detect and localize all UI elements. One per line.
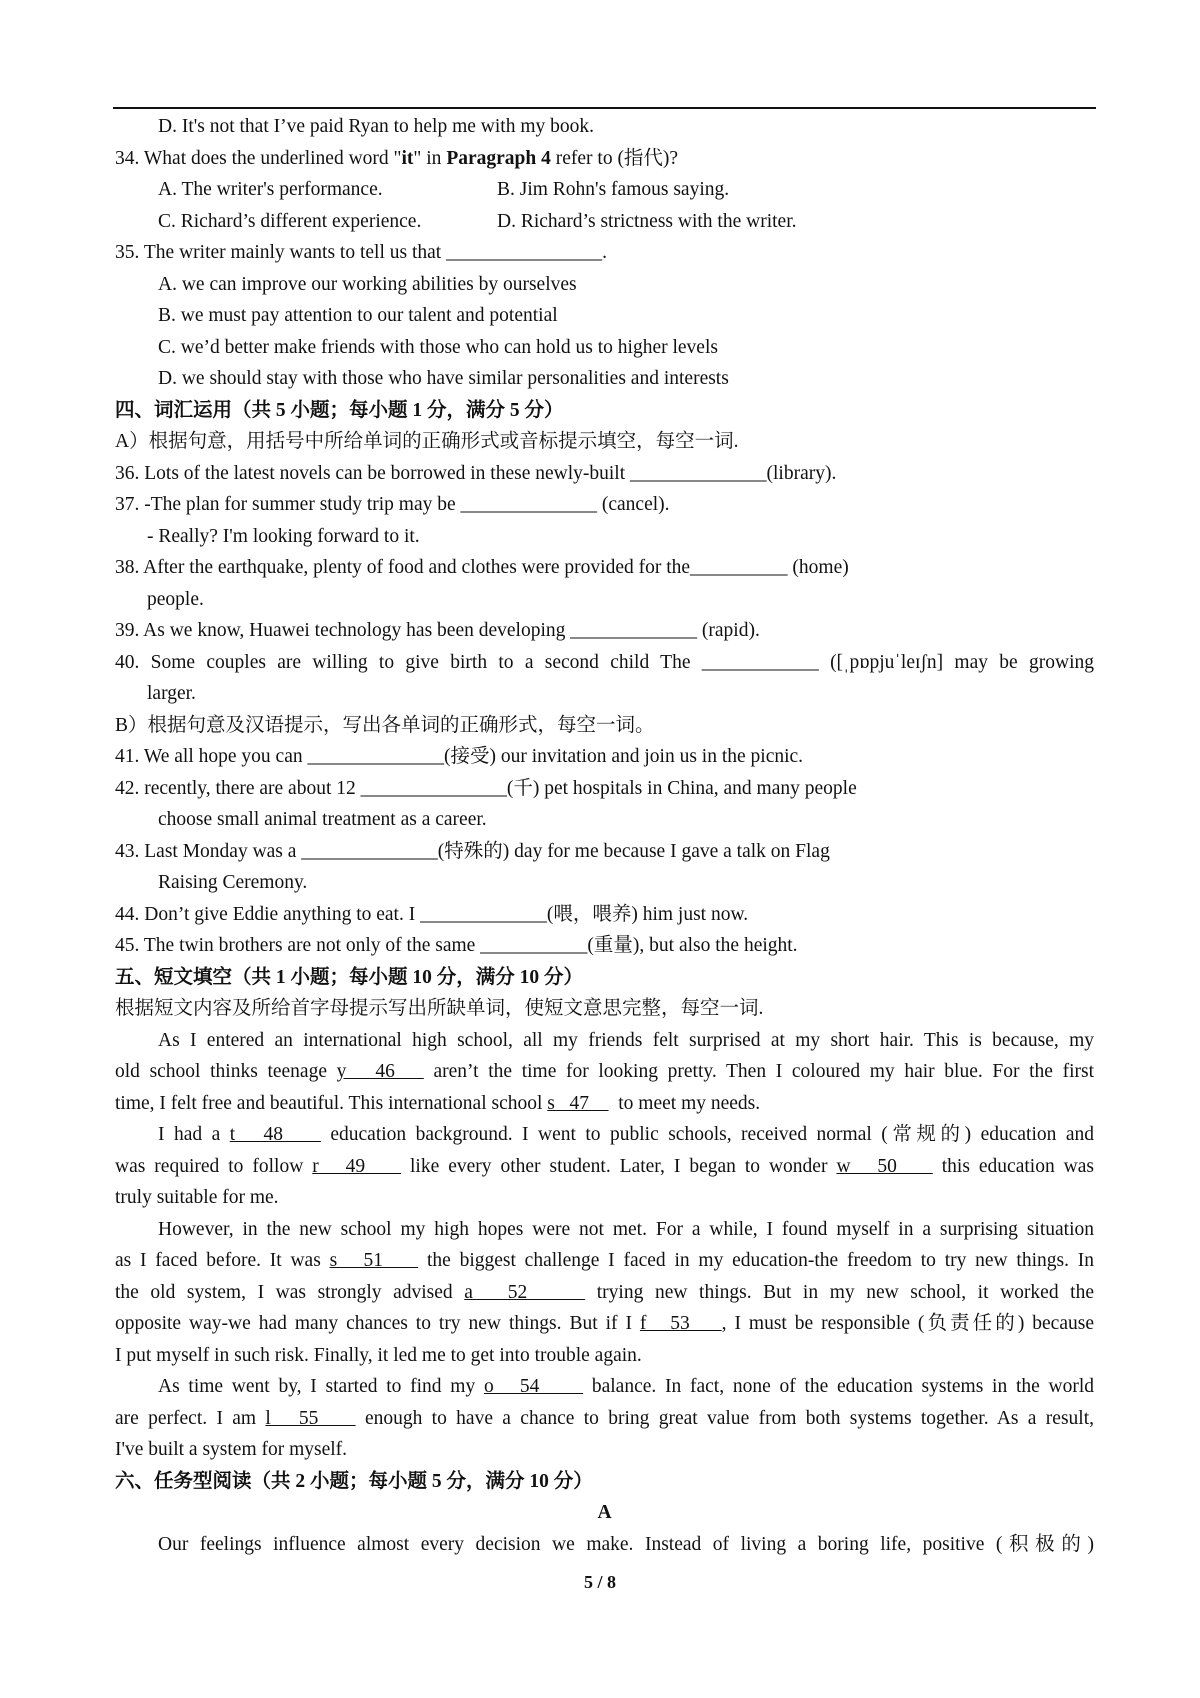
text-segment: C. Richard’s different experience. [158,210,422,232]
text-line [115,930,1094,962]
text-line [115,426,1094,458]
text-line [115,143,1094,175]
text-segment: B. Jim Rohn's famous saying. [497,179,730,200]
bold-text: Paragraph 4 [446,147,551,169]
text-segment: I had a [158,1124,230,1145]
text-segment: 41. We all hope you can ______________(接受) our invitation and join us in the picnic. [115,746,804,767]
text-segment: I've built a system for myself. [115,1439,348,1460]
text-segment: As I entered an international high school, all my friends felt surprised at my short hair. This is because, my [158,1029,1094,1051]
text-segment: A. we can improve our working abilities by ourselves [158,273,577,295]
text-segment: However, in the new school my high hopes were not met. For a while, I found myself in a surprising situation [158,1218,1094,1240]
text-segment: enough to have a chance to bring great value from both systems together. As a result, [355,1407,1094,1429]
text-segment: " in [413,147,447,169]
text-segment: like every other student. Later, I began to wonder [401,1155,837,1177]
text-line [115,867,1094,899]
text-segment: 38. After the earthquake, plenty of food and clothes were provided for the__________ (home) [115,557,849,578]
answer-blank: t 48 [229,1124,321,1145]
text-segment: to meet my needs. [608,1092,761,1114]
text-line [115,1182,1094,1214]
text-line [115,1308,1094,1340]
answer-blank: y 46 [336,1061,424,1082]
text-segment: D. we should stay with those who have similar personalities and interests [158,368,729,389]
text-line [115,836,1094,868]
text-segment: 45. The twin brothers are not only of the same ___________(重量), but also the height. [115,935,798,956]
text-segment: C. we’d better make friends with those who can hold us to higher levels [158,336,718,358]
text-segment: 六、任务型阅读（共 2 小题；每小题 5 分，满分 10 分） [115,1470,593,1492]
text-segment: education background. I went to public schools, received normal (常规的) education and [320,1124,1094,1145]
text-segment: B. we must pay attention to our talent and potential [158,305,558,326]
text-line [115,1119,1094,1151]
text-line [115,1025,1094,1057]
text-segment: 五、短文填空（共 1 小题；每小题 10 分，满分 10 分） [115,966,584,988]
text-line [115,615,1094,647]
text-segment: larger. [147,683,196,704]
text-line [115,1245,1094,1277]
text-line [115,1214,1094,1246]
text-line [115,1056,1094,1088]
text-segment: 35. The writer mainly wants to tell us that ________________. [115,242,607,263]
text-line [115,1151,1094,1183]
text-segment: this education was [932,1155,1094,1177]
answer-blank: o 54 [483,1376,584,1397]
text-line [115,521,1094,553]
text-segment: - Really? I'm looking forward to it. [147,525,420,547]
text-segment: 43. Last Monday was a ______________(特殊的) day for me because I gave a talk on Flag [115,840,830,862]
document-body [115,111,1094,1560]
text-segment: the biggest challenge I faced in my education-the freedom to try new things. In [418,1250,1095,1271]
text-line [115,899,1094,931]
text-line [115,1434,1094,1466]
text-segment: A. The writer's performance. [158,179,383,200]
answer-blank: r 49 [312,1155,402,1177]
text-segment: Raising Ceremony. [158,872,308,893]
text-segment: balance. In fact, none of the education systems in the world [583,1376,1095,1397]
text-segment: 四、词汇运用（共 5 小题；每小题 1 分，满分 5 分） [115,399,564,421]
text-line [115,489,1094,521]
page-number: 5 / 8 [583,1572,616,1592]
text-line [115,458,1094,490]
text-segment: opposite way-we had many chances to try new things. But if I [115,1313,640,1334]
answer-blank: w 50 [836,1155,933,1177]
text-segment: , I must be responsible (负责任的) because [721,1313,1094,1334]
text-segment: D. Richard’s strictness with the writer. [497,210,797,232]
text-line [115,1497,1094,1529]
answer-blank: a 52 [464,1281,586,1303]
text-segment: A [597,1502,612,1523]
text-segment: 根据短文内容及所给首字母提示写出所缺单词，使短文意思完整，每空一词. [115,998,764,1019]
text-line [115,552,1094,584]
text-segment: A）根据句意，用括号中所给单词的正确形式或音标提示填空，每空一词. [115,431,739,452]
text-segment: refer to (指代)? [550,147,679,169]
text-segment: 36. Lots of the latest novels can be borrowed in these newly-built ______________(library). [115,462,837,484]
answer-blank: l 55 [265,1407,356,1429]
text-line [115,174,1094,206]
text-line [115,993,1094,1025]
text-line [115,111,1094,143]
text-segment: the old system, I was strongly advised [115,1281,465,1303]
text-line [115,395,1094,427]
text-segment: D. It's not that I’ve paid Ryan to help me with my book. [158,116,594,137]
text-segment: old school thinks teenage [115,1061,337,1082]
text-line [115,1403,1094,1435]
text-line [115,584,1094,616]
text-line [115,1371,1094,1403]
text-line [115,647,1094,679]
text-segment: as I faced before. It was [115,1250,330,1271]
text-line [115,332,1094,364]
text-line [115,741,1094,773]
text-segment: 39. As we know, Huawei technology has been developing _____________ (rapid). [115,620,760,641]
answer-blank: f 53 [639,1313,722,1334]
text-segment: trying new things. But in my new school, it worked the [585,1281,1094,1303]
text-line [115,773,1094,805]
text-segment: time, I felt free and beautiful. This international school [115,1092,548,1114]
answer-blank: s 51 [329,1250,419,1271]
text-segment: 34. What does the underlined word " [115,147,402,169]
text-segment: was required to follow [115,1155,313,1177]
text-segment: 40. Some couples are willing to give birth to a second child The ____________ ([ˌpɒpjuˈleɪʃn] may be growing [115,651,1094,673]
text-line [115,269,1094,301]
text-segment: 37. -The plan for summer study trip may be ______________ (cancel). [115,494,670,515]
text-line [115,1529,1094,1561]
text-segment: aren’t the time for looking pretty. Then I coloured my hair blue. For the first [423,1061,1095,1082]
text-segment: truly suitable for me. [115,1187,279,1208]
text-segment: B）根据句意及汉语提示，写出各单词的正确形式，每空一词。 [115,714,655,736]
text-segment: As time went by, I started to find my [158,1376,484,1397]
text-segment: are perfect. I am [115,1407,266,1429]
text-segment: people. [147,588,204,610]
text-line [115,962,1094,994]
text-line [115,1088,1094,1120]
text-segment: 44. Don’t give Eddie anything to eat. I _____________(喂，喂养) him just now. [115,903,749,925]
text-line [115,804,1094,836]
text-line [115,363,1094,395]
text-segment: 42. recently, there are about 12 _______________(千) pet hospitals in China, and many people [115,777,857,799]
text-line [115,678,1094,710]
text-segment: choose small animal treatment as a career. [158,809,487,830]
answer-blank: s 47 [547,1092,609,1114]
text-line [115,1466,1094,1498]
text-line [115,710,1094,742]
text-line [115,300,1094,332]
text-line [115,206,1094,238]
text-segment: Our feelings influence almost every decision we make. Instead of living a boring life, positive (积极的) [158,1533,1094,1555]
bold-text: it [401,147,414,169]
header-rule [113,107,1096,109]
text-line [115,1340,1094,1372]
text-segment: I put myself in such risk. Finally, it led me to get into trouble again. [115,1344,642,1366]
text-line [115,237,1094,269]
text-line [115,1277,1094,1309]
